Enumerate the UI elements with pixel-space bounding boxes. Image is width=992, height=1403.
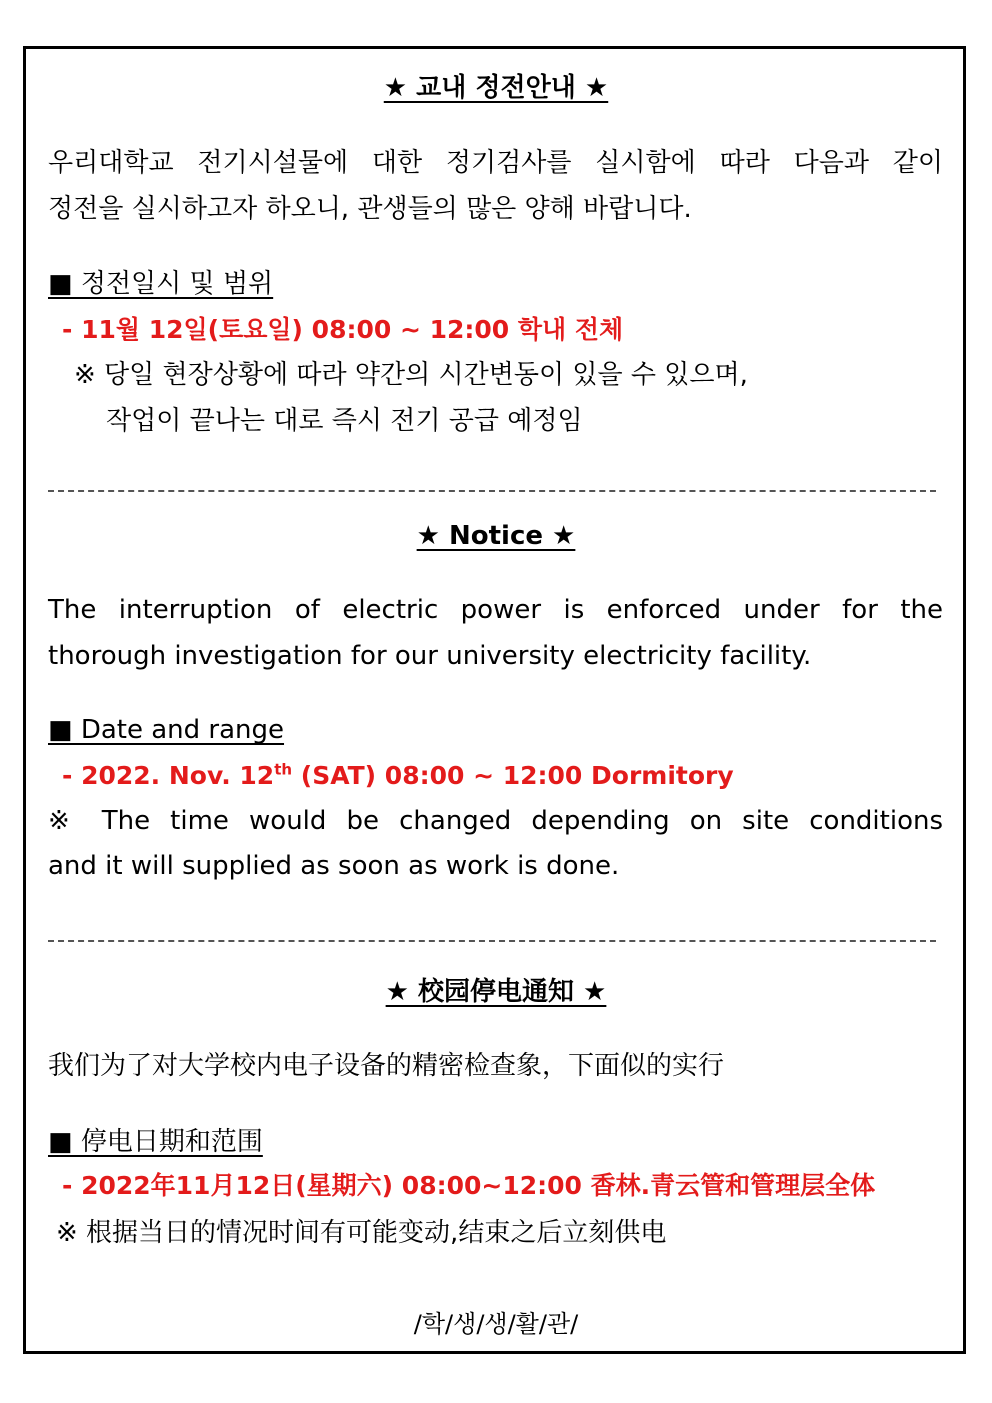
english-schedule (62, 761, 734, 790)
chinese-section-head: ■ 停电日期和范围 (48, 1127, 263, 1157)
section-divider (48, 490, 936, 492)
english-note-line1: ※ The time would be changed depending on site conditions (48, 806, 943, 836)
english-schedule-sup: th (274, 760, 293, 779)
english-title: ★ Notice ★ (416, 521, 576, 551)
english-note-line2: and it will supplied as soon as work is done. (48, 851, 620, 881)
english-section-head: ■ Date and range (48, 715, 285, 745)
korean-schedule: - 11월 12일(토요일) 08:00 ~ 12:00 학내 전체 (62, 315, 624, 344)
korean-note-line2: 작업이 끝나는 대로 즉시 전기 공급 예정임 (106, 406, 583, 436)
english-schedule-suffix: (SAT) 08:00 ~ 12:00 Dormitory (292, 761, 734, 790)
footer-signature: /학/생/생/활/관/ (413, 1310, 579, 1338)
chinese-title: ★ 校园停电通知 ★ (385, 977, 607, 1007)
chinese-intro-line1: 我们为了对大学校内电子设备的精密检查象，下面似的实行 (48, 1051, 725, 1081)
chinese-schedule: - 2022年11月12日(星期六) 08:00~12:00 香林.青云管和管理层全体 (62, 1171, 876, 1200)
korean-note-line1: ※ 당일 현장상황에 따라 약간의 시간변동이 있을 수 있으며, (74, 360, 748, 390)
english-intro-line2: thorough investigation for our university electricity facility. (48, 641, 812, 671)
english-schedule-prefix: - 2022. Nov. 12 (62, 761, 275, 790)
korean-intro-line1: 우리대학교 전기시설물에 대한 정기검사를 실시함에 따라 다음과 같이 (48, 148, 943, 178)
korean-section-head: ■ 정전일시 및 범위 (48, 269, 274, 299)
korean-title: ★ 교내 정전안내 ★ (383, 73, 609, 103)
korean-intro-line2: 정전을 실시하고자 하오니, 관생들의 많은 양해 바랍니다. (48, 194, 692, 224)
english-intro-line1: The interruption of electric power is enforced under for the (48, 595, 943, 625)
section-divider (48, 940, 936, 942)
chinese-note-line1: ※ 根据当日的情况时间有可能变动,结束之后立刻供电 (56, 1218, 667, 1248)
